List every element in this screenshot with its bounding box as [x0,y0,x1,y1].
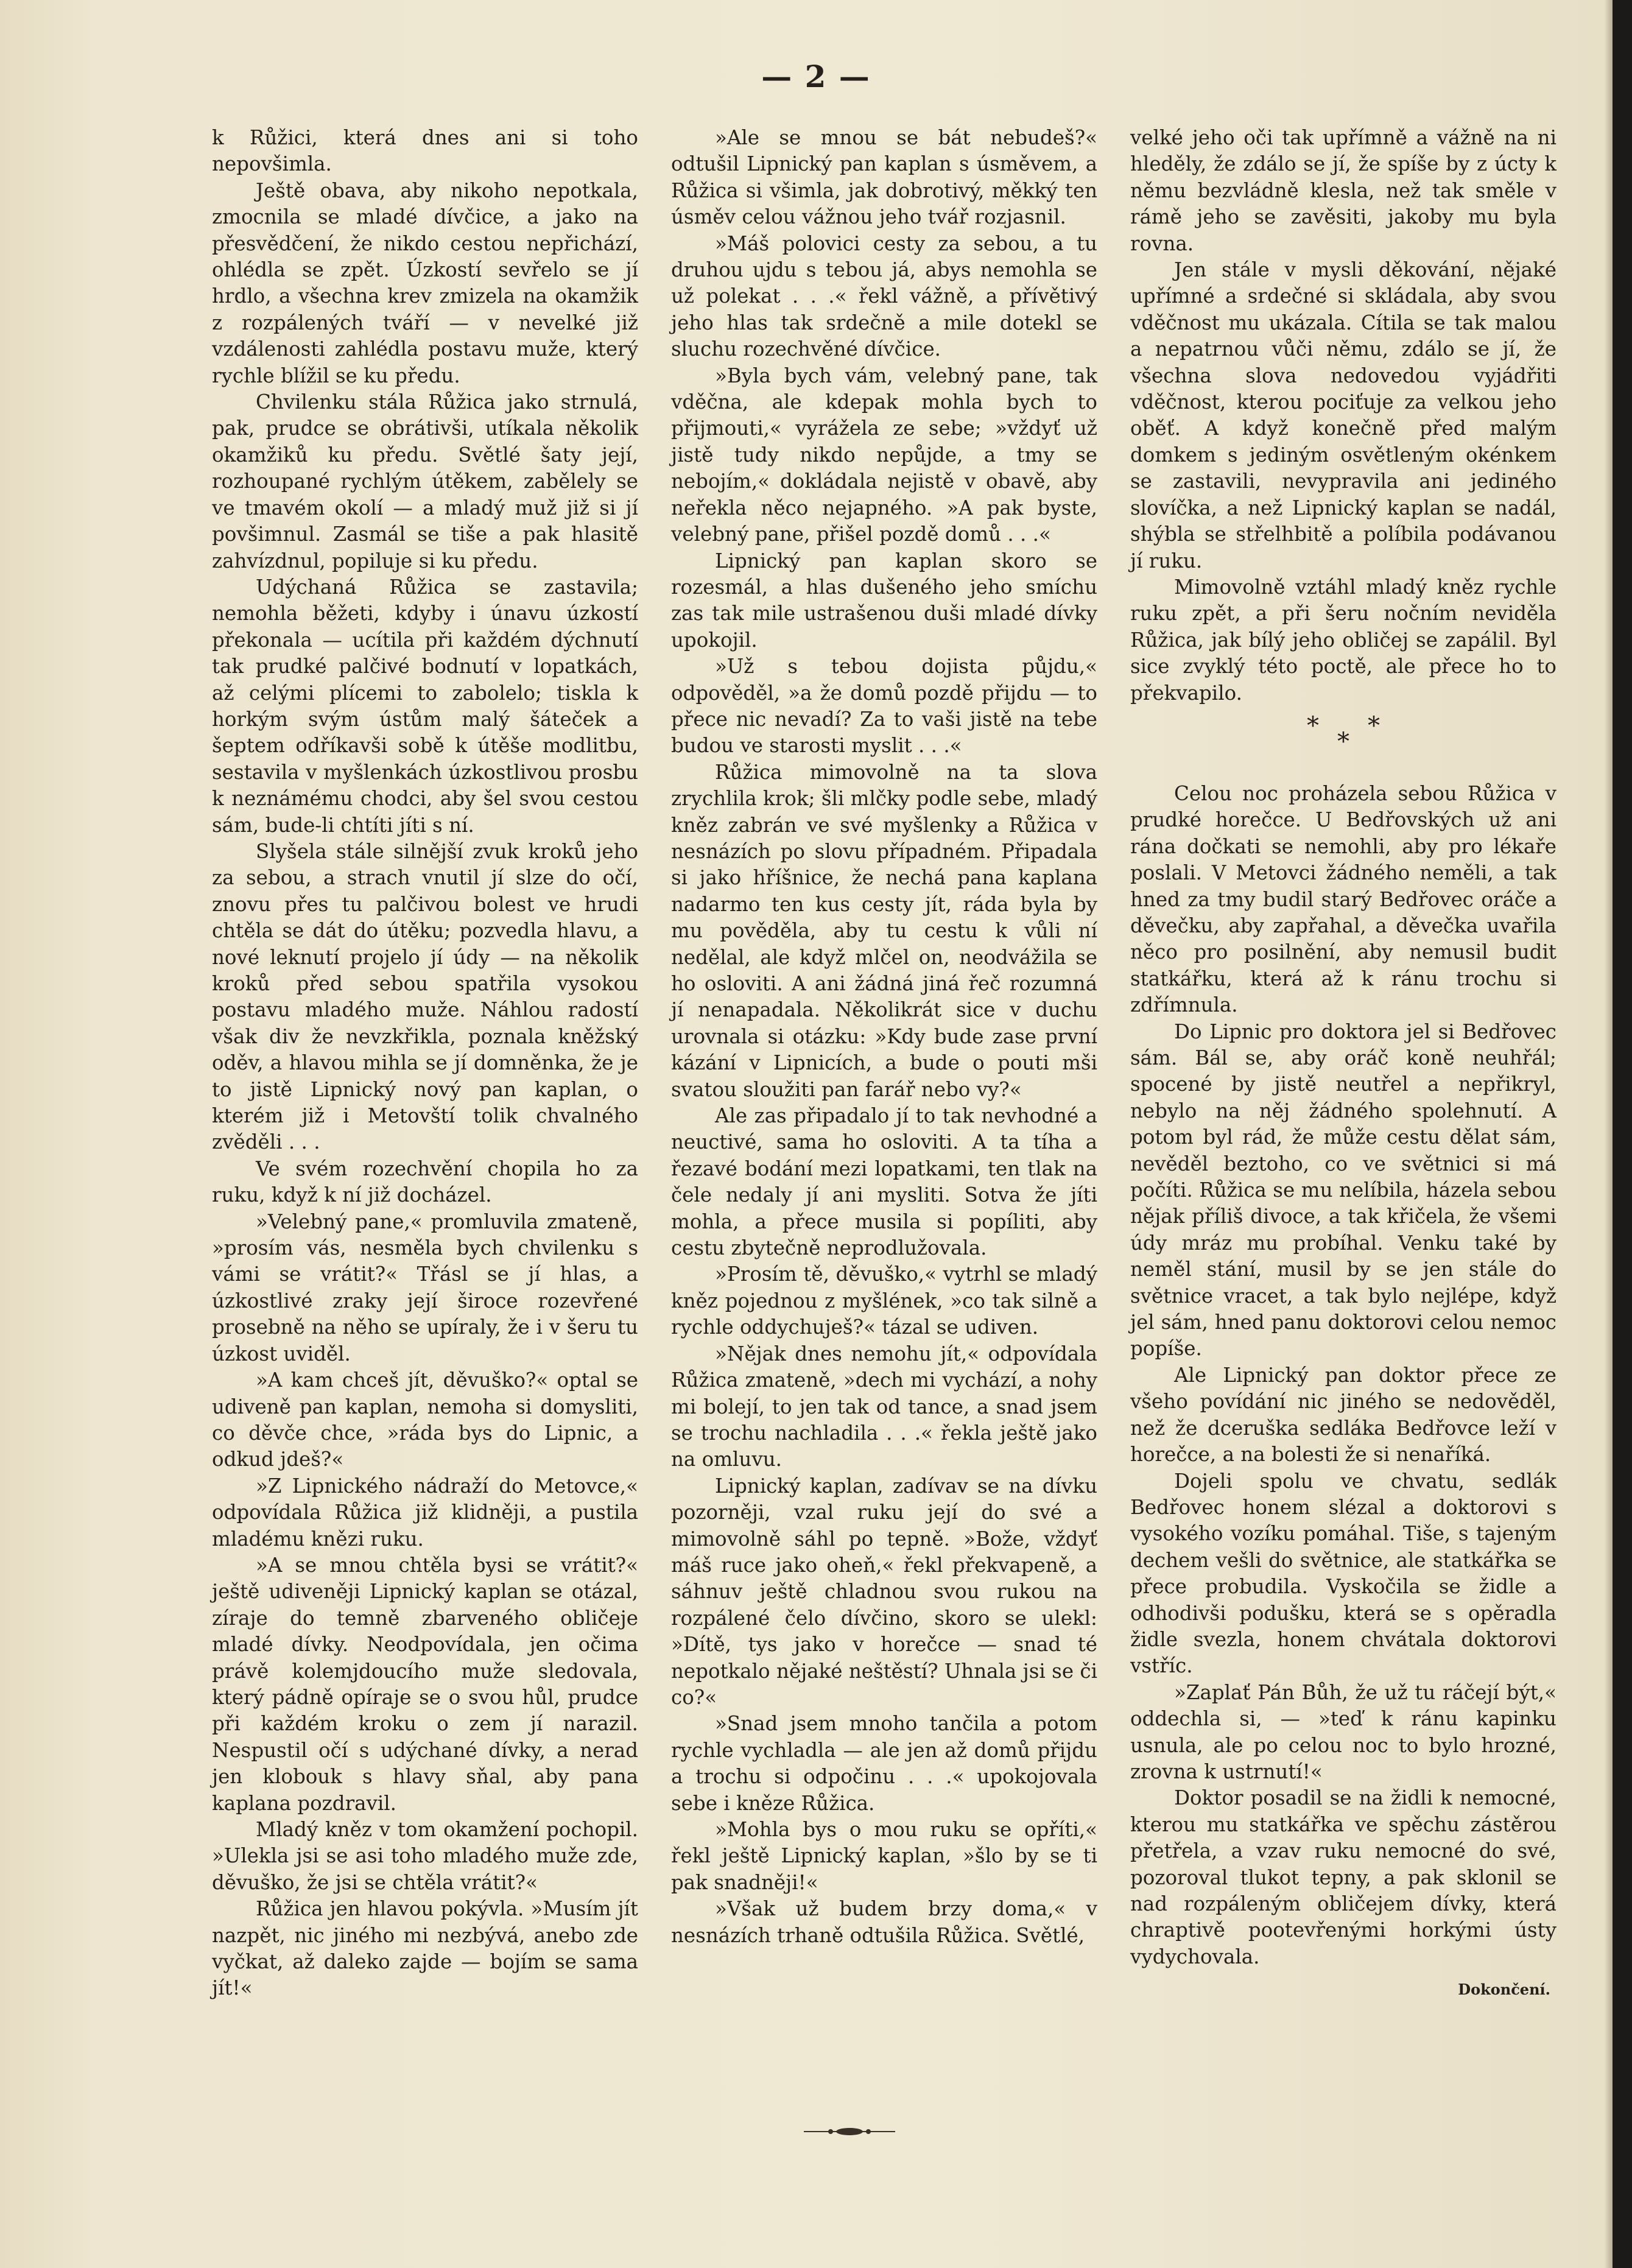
asterisk: * [1368,711,1380,740]
paragraph: Mladý kněz v tom okamžení pochopil. »Ulekla jsi se asi toho mladého muže zde, děvuško, že jsi se chtěla vrátit?« [212,1818,638,1894]
paragraph: Udýchaná Růžica se zastavila; nemohla běžeti, kdyby i únavu úzkostí překonala — ucítila při každém dýchnutí tak prudké palčivé bodnutí v lopatkách, až celými plícemi to zabolelo; tiskla k horkým svým ústům malý šáteček a šeptem odříkavši sobě k útěše modlitbu, sestavila v myšlenkách úzkostlivou prosbu k neznámému chodci, aby šel svou cestou sám, bude-li chtíti jíti s ní. [212,575,638,837]
continuation-note: Dokončení. [1458,1981,1550,1999]
text-column-3 [1130,125,1556,2003]
paragraph: Lipnický pan kaplan skoro se rozesmál, a hlas dušeného jeho smíchu zas tak mile ustrašenou duši mladé dívky upokojil. [671,549,1097,652]
paragraph: Dojeli spolu ve chvatu, sedlák Bedřovec honem slézal a doktorovi s vysokého vozíku pomáhal. Tiše, s tajeným dechem vešli do světnice, ale statkářka se přece probudila. Vyskočila se židle a odhodivši podušku, která se s opěradla židle svezla, honem chvátala doktorovi vstříc. [1130,1469,1556,1678]
text-column-2 [671,125,1097,1949]
paragraph: »Nějak dnes nemohu jít,« odpovídala Růžica zmateně, »dech mi vychází, a nohy mi bolejí, to jen tak od tance, a snad jsem se trochu nachladila . . .« řekla ještě jako na omluvu. [671,1342,1097,1471]
paragraph: »Zaplať Pán Bůh, že už tu ráčejí být,« oddechla si, — »teď k ránu kapinku usnula, ale po celou noc to bylo hrozné, zrovna k ustrnutí!« [1130,1680,1556,1783]
asterisk: * [1307,711,1319,740]
paragraph: Růžica jen hlavou pokývla. »Musím jít nazpět, nic jiného mi nezbývá, anebo zde vyčkat, až daleko zajde — bojím se sama jít!« [212,1897,638,2000]
paragraph: »A kam chceš jít, děvuško?« optal se udiveně pan kaplan, nemoha si domysliti, co děvče chce, »ráda bys do Lipnic, a odkud jdeš?« [212,1368,638,1471]
paragraph: velké jeho oči tak upřímně a vážně na ni hleděly, že zdálo se jí, že spíše by z úcty k němu bezvládně klesla, než tak směle v rámě jeho se zavěsiti, jakoby mu byla rovna. [1130,126,1556,255]
paragraph: »Máš polovici cesty za sebou, a tu druhou ujdu s tebou já, abys nemohla se už polekat . . .« řekl vážně, a přívětivý jeho hlas tak srdečně a mile dotekl se sluchu rozechvěné dívčice. [671,231,1097,361]
binding-shadow [1604,0,1613,2268]
paragraph: »Už s tebou dojista půjdu,« odpověděl, »a že domů pozdě přijdu — to přece nic nevadí? Za to vaši jistě na tebe budou ve starosti myslit . . .« [671,655,1097,758]
paragraph: Mimovolně vztáhl mladý kněz rychle ruku zpět, a při šeru nočním neviděla Růžica, jak bílý jeho obličej se zapálil. Byl sice zvyklý této poctě, ale přece ho to překvapilo. [1130,575,1556,705]
paragraph: »Ale se mnou se bát nebudeš?« odtušil Lipnický pan kaplan s úsměvem, a Růžica si všimla, jak dobrotivý, měkký ten úsměv celou vážnou jeho tvář rozjasnil. [671,126,1097,229]
paragraph: Do Lipnic pro doktora jel si Bedřovec sám. Bál se, aby oráč koně neuhřál; spocené by jistě neutřel a nepřikryl, nebylo na něj žádného spolehnutí. A potom byl rád, že může cestu dělat sám, nevěděl beztoho, co ve světnici si má počíti. Růžica se mu nelíbila, házela sebou nějak příliš divoce, a tak křičela, že všemi údy mráz mu probíhal. Venku také by neměl stání, musil by se jen stále do světnice vracet, a tak bylo nejlépe, když jel sám, hned panu doktorovi celou nemoc popíše. [1130,1020,1556,1361]
paragraph: »A se mnou chtěla bysi se vrátit?« ještě udiveněji Lipnický kaplan se otázal, zíraje do temně zbarveného obličeje mladé dívky. Neodpovídala, jen očima právě kolemjdoucího muže sledovala, který pádně opíraje se o svou hůl, prudce při každém kroku o zem jí narazil. Nespustil očí s udýchané dívky, a nerad jen klobouk s hlavy sňal, aby pana kaplana pozdravil. [212,1553,638,1815]
text-column-1 [212,125,638,2002]
paragraph: »Z Lipnického nádraží do Metovce,« odpovídala Růžica již klidněji, a pustila mladému knězi ruku. [212,1474,638,1551]
paragraph: Lipnický kaplan, zadívav se na dívku pozorněji, vzal ruku její do své a mimovolně sáhl po tepně. »Bože, vždyť máš ruce jako oheň,« řekl překvapeně, a sáhnuv ještě chladnou svou rukou na rozpálené čelo dívčino, skoro se ulekl: »Dítě, tys jako v horečce — snad té nepotkalo nějaké neštěstí? Uhnala jsi se či co?« [671,1474,1097,1709]
paragraph: »Však už budem brzy doma,« v nesnázích trhaně odtušila Růžica. Světlé, [671,1897,1097,1947]
paragraph: Růžica mimovolně na ta slova zrychlila krok; šli mlčky podle sebe, mladý kněz zabrán ve své myšlenky a Růžica v nesnázích po slovu případném. Připadala si jako hříšnice, že nechá pana kaplana nadarmo ten kus cesty jít, ráda byla by mu pověděla, aby tu cestu k vůli ní nedělal, ale když mlčel on, neodvážila se ho osloviti. A ani žádná jiná řeč rozumná jí nenapadala. Několikrát sice v duchu urovnala si otázku: »Kdy bude zase první kázání v Lipnicích, a bude o pouti mši svatou sloužiti pan farář nebo vy?« [671,760,1097,1101]
page-number: — 2 — [761,58,871,94]
paragraph: Ale Lipnický pan doktor přece ze všeho povídání nic jiného se nedověděl, než že dceruška sedláka Bedřovce leží v horečce, a na bolesti že si nenaříká. [1130,1363,1556,1467]
paragraph: Slyšela stále silnější zvuk kroků jeho za sebou, a strach vnutil jí slze do očí, znovu přes tu palčivou bolest ve hrudi chtěla se dát do útěku; pozvedla hlavu, a nové leknutí projelo jí údy — na několik kroků před sebou spatřila vysokou postavu mladého muže. Náhlou radostí však div že nevzkřikla, poznala kněžský oděv, a hlavou mihla se jí domněnka, že je to jistě Lipnický nový pan kaplan, o kterém již i Metovští tolik chvalného zvěděli . . . [212,839,638,1154]
page-binding-edge [1613,0,1632,2268]
paragraph: Ale zas připadalo jí to tak nevhodné a neuctivé, sama ho osloviti. A ta tíha a řezavé bodání mezi lopatkami, ten tlak na čele nedaly jí ani mysliti. Sotva že jíti mohla, a přece musila si popíliti, aby cestu zbytečně neprodlužovala. [671,1104,1097,1260]
paragraph: Jen stále v mysli děkování, nějaké upřímné a srdečné si skládala, aby svou vděčnost mu ukázala. Cítila se tak malou a nepatrnou vůči němu, zdálo se jí, že všechna slova nedovedou vyjádřiti vděčnost, kterou pociťuje za velkou jeho oběť. A když konečně před malým domkem s jediným osvětleným okénkem se zastavili, nevypravila ani jediného slovíčka, a než Lipnický kaplan se nadál, shýbla se střelhbitě a políbila podávanou jí ruku. [1130,258,1556,572]
paragraph: Chvilenku stála Růžica jako strnulá, pak, prudce se obrátivši, utíkala několik okamžiků ku předu. Světlé šaty její, rozhoupané rychlým útěkem, zabělely se ve tmavém okolí — a mladý muž již si jí povšimnul. Zasmál se tiše a pak hlasitě zahvízdnul, popiluje si ku předu. [212,390,638,572]
paragraph: Ve svém rozechvění chopila ho za ruku, když k ní již docházel. [212,1157,638,1207]
paragraph: »Prosím tě, děvuško,« vytrhl se mladý kněz pojednou z myšlének, »co tak silně a rychle oddychuješ?« tázal se udiven. [671,1263,1097,1339]
asterisk: * [1337,727,1349,756]
paragraph: »Byla bych vám, velebný pane, tak vděčna, ale kdepak mohla bych to přijmouti,« vyrážela ze sebe; »vždyť už jistě tudy nikdo nepůjde, a tmy se nebojím,« dokládala nejistě v obavě, aby neřekla něco nejapného. »A pak byste, velebný pane, přišel pozdě domů . . .« [671,364,1097,546]
paragraph: Ještě obava, aby nikoho nepotkala, zmocnila se mladé dívčice, a jako na přesvědčení, že nikdo cestou nepřichází, ohlédla se zpět. Úzkostí sevřelo se jí hrdlo, a všechna krev zmizela na okamžik z rozpálených tváří — v nevelké již vzdálenosti zahlédla postavu muže, který rychle blížil se ku předu. [212,178,638,387]
paragraph: »Mohla bys o mou ruku se opříti,« řekl ještě Lipnický kaplan, »šlo by se ti pak snadněji!« [671,1818,1097,1894]
paragraph: Celou noc proházela sebou Růžica v prudké horečce. U Bedřovských už ani rána dočkati se nemohli, aby pro lékaře poslali. V Metovci žádného neměli, a tak hned za tmy budil starý Bedřovec oráče a děvečku, aby zapřahal, a děvečka uvařila něco pro posilnění, aby nemusil budit statkářku, která až k ránu trochu si zdřímnula. [1130,781,1556,1017]
end-ornament [804,2124,895,2139]
paragraph: »Velebný pane,« promluvila zmateně, »prosím vás, nesměla bych chvilenku s vámi se vrátit?« Třásl se jí hlas, a úzkostlivé zraky její široce rozevřené prosebně na něho se upíraly, že i v šeru tu úzkost uviděl. [212,1210,638,1365]
paragraph: k Růžici, která dnes ani si toho nepovšimla. [212,126,638,176]
column-3-part-a [1130,125,1556,706]
column-3-part-b [1130,781,1556,1970]
paragraph: Doktor posadil se na židli k nemocné, kterou mu statkářka ve spěchu zástěrou přetřela, a vzav ruku nemocné do své, pozoroval tlukot tepny, a pak sklonil se nad rozpáleným obličejem dívky, která chraptivě pootevřenými horkými ústy vydychovala. [1130,1786,1556,1968]
paragraph: »Snad jsem mnoho tančila a potom rychle vychladla — ale jen až domů přijdu a trochu si odpočinu . . .« upokojovala sebe i kněze Růžica. [671,1712,1097,1815]
section-asterism [1130,711,1556,756]
